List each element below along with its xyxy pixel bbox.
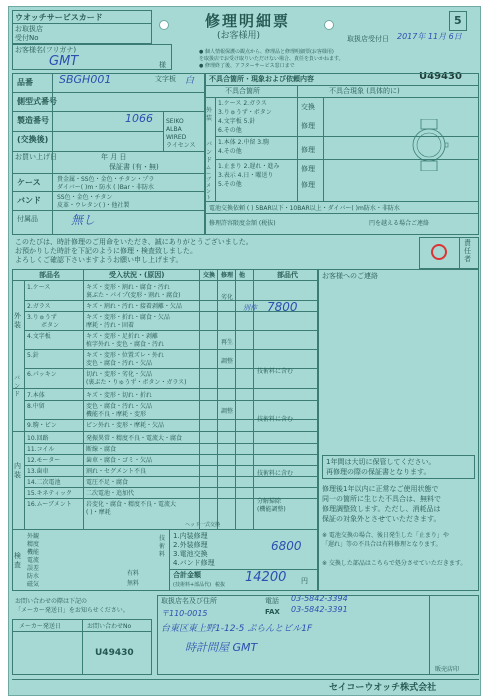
warranty-line: 修理後1年以内に正常なご使用状態で [322, 485, 439, 493]
part-cond: キズ・変形・位置ズレ・外れ [86, 352, 164, 359]
binder-hole [324, 20, 334, 30]
postal-code: 〒110-0015 [161, 609, 208, 618]
case-label: ケース [17, 178, 41, 187]
ratio-sub: (機能調整) [257, 506, 286, 513]
tel-label: 電話 [265, 597, 279, 605]
inquiry-line: お問い合わせの際は下記の [15, 598, 88, 605]
part-row: 14.二次電池 [27, 479, 61, 486]
case-options: 貴金属・SS色・金色・チタン・プラ [57, 176, 155, 183]
note-line: ※ 交換した部品はこちらで処分させていただきます。 [322, 560, 467, 567]
inspect-item: 精度 [27, 541, 40, 548]
tel-value: 03-5842-3394 [291, 594, 348, 603]
contact-title: お客様へのご連絡 [322, 272, 378, 280]
defect-row: 1.本体 2.中留 3.駒 [218, 139, 269, 146]
note-line: 「遅れ」等の不具合は有料修理となります。 [322, 541, 442, 548]
warranty-line: 保証の対象外とさせていただきます。 [322, 515, 441, 523]
part-row: 12.モーター [27, 457, 61, 464]
part-row: 13.歯車 [27, 468, 49, 475]
part-row: 3.りゅうず [27, 314, 57, 321]
defect-note: 修理 [301, 165, 315, 173]
col-condition: 受入状況・(原因) [109, 271, 165, 279]
warning-line: 再修理の際の保証書となります。 [326, 468, 431, 476]
battery-exchange: 電池交換依頼 ( ) 5BAR以下・10BAR以上・ダイバー( )m防水・非防水 [209, 205, 400, 212]
band-options-2: 皮革・ウレタン( )・他社製 [57, 202, 130, 209]
purchase-label: お買い上げ日 [15, 153, 57, 161]
tech-fee-value: 6800 [271, 539, 302, 553]
total-value: 14200 [245, 570, 287, 585]
part-cond: 歯車・腐食・ゴミ・欠品 [86, 457, 153, 464]
defect-row: 3.りゅうず・ボタン [218, 109, 272, 116]
part-cond: 割れ・セグメント不良 [86, 468, 146, 475]
model-label: 品番 [17, 78, 33, 87]
tax-label: 税抜 [215, 582, 226, 588]
tech-item: 2.外装修理 [173, 541, 208, 549]
inspect-item: 外観 [27, 533, 40, 540]
approval-limit-unit: 円を越える場合ご連絡 [369, 220, 430, 227]
defect-row: 4.その他 [218, 148, 242, 155]
part-row: 10.回路 [27, 435, 49, 442]
side-internal: 内装 [14, 462, 21, 479]
total-label: 合計金額 [173, 571, 201, 579]
dial-value: 白 [185, 76, 195, 86]
mark-adjust: 調整 [221, 358, 234, 365]
defect-note: 修理 [301, 146, 315, 154]
model-value: SBGH001 [59, 73, 112, 86]
part-cond: 変色・腐食・汚れ・欠品 [86, 403, 153, 410]
serial-number: U49430 [419, 71, 462, 82]
defect-row: 5.その他 [218, 181, 242, 188]
total-yen: 円 [301, 577, 308, 585]
notice-text: このたびは、時計修理のご用命をいただき、誠にありがとうございました。 [15, 238, 253, 246]
part-cond: 植字外れ・変色・腐食・汚れ [86, 341, 165, 348]
tech-item: 4.バンド修理 [173, 559, 215, 567]
notice-text: お預かりした時計を下記のように修理・検査致しました。 [15, 247, 197, 255]
defect-row: 4.文字板 5.針 [218, 118, 256, 125]
total-sub: (技術料+部品代) [173, 582, 212, 588]
tech-included-note: 技術料に含む [257, 416, 294, 423]
purchase-ymd: 年 月 日 [101, 153, 127, 161]
part-cond: ピン外れ・変形・摩耗・欠品 [86, 422, 165, 429]
defects-col-symptom: 不具合現象 (具体的に) [329, 87, 400, 95]
part-row: 15.キネティック [27, 490, 72, 497]
col-exchange: 交換 [203, 272, 216, 279]
defects-side-exterior: 外装 [206, 107, 213, 122]
store-name: 時計問屋 GMT [185, 641, 258, 654]
side-inspect: 検査 [14, 552, 21, 569]
tech-item: 3.電池交換 [173, 550, 208, 558]
part-row: 5.針 [27, 352, 39, 359]
case-price-note: 別作 [243, 304, 257, 312]
brand-seiko: SEIKO [166, 118, 184, 125]
brand-license: ライセンス [166, 142, 196, 149]
side-band: バンド [14, 375, 21, 398]
warranty-line: 同一の箇所に生じた不具合は、無料で [322, 495, 441, 503]
col-part-price: 部品代 [277, 271, 298, 279]
part-cond: 機能不良・摩耗・変形 [86, 411, 147, 418]
defect-row: 1.止まり 2.遅れ・進み [218, 163, 280, 170]
ratio-label: 分解掃除 [257, 498, 282, 505]
inspect-item: 磁気 [27, 581, 40, 588]
defects-col-area: 不具合箇所 [225, 87, 260, 95]
part-cond: 切れ・変形・劣化・欠品 [86, 371, 153, 378]
defect-note: 交換 [301, 103, 315, 111]
inspect-item: 電流 [27, 557, 40, 564]
approval-limit-label: 修理許容限度金額 (税抜) [209, 220, 276, 227]
defect-note: 修理 [301, 122, 315, 130]
customer-sama: 様 [159, 61, 166, 69]
defects-side-band: バンド [206, 141, 213, 164]
mark-regen: 再生 [221, 339, 234, 346]
part-cond: キズ・変形・切れ・折れ [86, 392, 152, 399]
col-other: 他 [239, 272, 246, 279]
fax-value: 03-5842-3391 [291, 605, 348, 614]
part-cond: (裏ぶた・りゅうず・ボタン・ガラス) [86, 379, 187, 386]
maker-date-label: メーカー発送日 [19, 623, 61, 630]
part-cond: 断線・腐食 [86, 446, 117, 453]
part-cond: ( )・摩耗 [86, 509, 111, 516]
note-line: ※ 電池交換の場合、後日発生した「止まり」や [322, 532, 449, 539]
customer-name-label: お客様名(フリガナ) [15, 46, 77, 54]
accessory-label: 付属品 [17, 215, 38, 223]
part-row: 4.文字板 [27, 333, 51, 340]
store-address: 台東区東上野1-12-5 ぷらんとビル1F [161, 624, 313, 634]
notice-line: ● 個人情報保護の観点から、修理品と修理明細票(お客様用) [199, 49, 334, 55]
part-row: ボタン [41, 322, 60, 329]
serial-value: 1066 [125, 112, 153, 125]
inquiry-no-label: お問い合わせNo [87, 623, 132, 630]
part-row: 6.パッキン [27, 371, 57, 378]
part-row: 9.駒・ピン [27, 422, 57, 429]
notice-line: ● 修理終了後、アフターサービス窓口まで [199, 63, 295, 69]
repair-slip [8, 6, 481, 696]
brand-wired: WIRED [166, 134, 187, 141]
tech-included-note: 技術料に含む [257, 470, 294, 477]
inspect-item: 誤差 [27, 565, 40, 572]
store-label: 取扱店名及び住所 [161, 597, 217, 605]
tech-item: 1.内装修理 [173, 532, 208, 540]
part-row: 11.コイル [27, 446, 55, 453]
part-cond: キズ・変形・折れ・腐食・欠品 [86, 314, 170, 321]
part-row: 2.ガラス [27, 303, 51, 310]
serial-label: 製造番号 [17, 116, 49, 125]
part-row: 8.中留 [27, 403, 45, 410]
part-row: 16.ムーブメント [27, 501, 72, 508]
part-cond: 二次電池・追加代 [86, 490, 135, 497]
number-box-value: 5 [454, 14, 462, 27]
case-price-value: 7800 [267, 300, 298, 314]
part-row: 1.ケース [27, 284, 51, 291]
warranty-label: 保証書 (有・無) [109, 163, 159, 171]
col-part-name: 部品名 [39, 271, 60, 279]
col-repair: 修理 [221, 272, 234, 279]
warranty-line: 修理調整致します。ただし、消耗品は [322, 505, 441, 513]
inspect-item: 機能 [27, 549, 40, 556]
free-label: 無料 [127, 580, 140, 587]
inquiry-line: 「メーカー発送日」をお知らせください。 [15, 607, 129, 614]
received-date-label: 取扱店受付日 [347, 35, 389, 43]
accessory-value: 無し [71, 213, 96, 227]
paid-label: 有料 [127, 570, 140, 577]
tech-fee-label: 技術料 [159, 535, 166, 558]
part-cond: 変色・腐食・汚れ・欠品 [86, 360, 153, 367]
customer-name-value: GMT [49, 54, 79, 69]
seller-stamp-label: 販売店印 [435, 666, 460, 673]
reception-label: お取扱店 [15, 25, 43, 33]
tech-included-note: 技術料に含む [257, 368, 294, 375]
part-cond: キズ・変形・割れ・腐食・汚れ [86, 284, 170, 291]
inquiry-no-value: U49430 [95, 648, 134, 658]
company-name: セイコーウオッチ株式会社 [329, 683, 437, 693]
part-cond: キズ・割れ・汚れ・接着剥離・欠品 [86, 303, 182, 310]
binder-hole [159, 20, 169, 30]
mark-degraded: 劣化 [221, 294, 234, 301]
tech-fee-sub: ヘッド一式交換 [185, 522, 221, 528]
case-options-2: ダイバー( )m・防水 ( )Bar・非防水 [57, 184, 154, 191]
fax-label: FAX [265, 608, 280, 616]
watch-sketch-icon [409, 119, 449, 171]
part-cond: 岩変化・腐食・精度不良・電流大 [86, 501, 177, 508]
part-cond: 裏ぶた・パイプ(変形・割れ・腐食) [86, 292, 181, 299]
band-label: バンド [17, 196, 41, 205]
slip-subtitle: (お客様用) [217, 31, 261, 41]
defects-side-movement: ムーブメント [206, 165, 212, 201]
responsible-label: 責任者 [464, 239, 471, 263]
exchange-label: (交換後) [17, 135, 49, 144]
part-row: 7.本体 [27, 392, 45, 399]
store-card-label: ウオッチサービスカード [15, 13, 103, 22]
defect-row: 3.表示 4.日・曜送り [218, 172, 274, 179]
warning-line: 1年間は大切に保管してください。 [326, 458, 436, 466]
defect-row: 1.ケース 2.ガラス [218, 100, 267, 107]
brand-alba: ALBA [166, 126, 182, 133]
body-label: 側型式番号 [17, 97, 57, 106]
received-date-value: 2017年 11月 6日 [397, 32, 462, 41]
responsible-stamp-icon [431, 244, 447, 260]
notice-line: を取扱店でお受け取りいただけない場合、責任を負いかねます。 [199, 56, 344, 62]
reception-no-label: 受付No [15, 34, 39, 42]
part-cond: キズ・変形・足折れ・剥離 [86, 333, 158, 340]
mark-adjust: 調整 [221, 408, 234, 415]
notice-text: よろしくご確認下さいますようお願い申し上げます。 [15, 256, 183, 264]
part-cond: 発振異常・精度不良・電流大・腐食 [86, 435, 183, 442]
defect-note: 修理 [301, 181, 315, 189]
slip-title: 修理明細票 [205, 12, 291, 30]
band-options: SS色・金色・チタン [57, 194, 113, 201]
defect-row: 6.その他 [218, 127, 242, 134]
inspect-item: 防水 [27, 573, 40, 580]
part-cond: 電圧不足・腐食 [86, 479, 129, 486]
side-exterior: 外装 [14, 312, 21, 329]
dial-label: 文字板 [155, 75, 176, 83]
defects-title: 不具合箇所・現象および依頼内容 [209, 75, 314, 83]
part-cond: 摩耗・汚れ・固着 [86, 322, 135, 329]
